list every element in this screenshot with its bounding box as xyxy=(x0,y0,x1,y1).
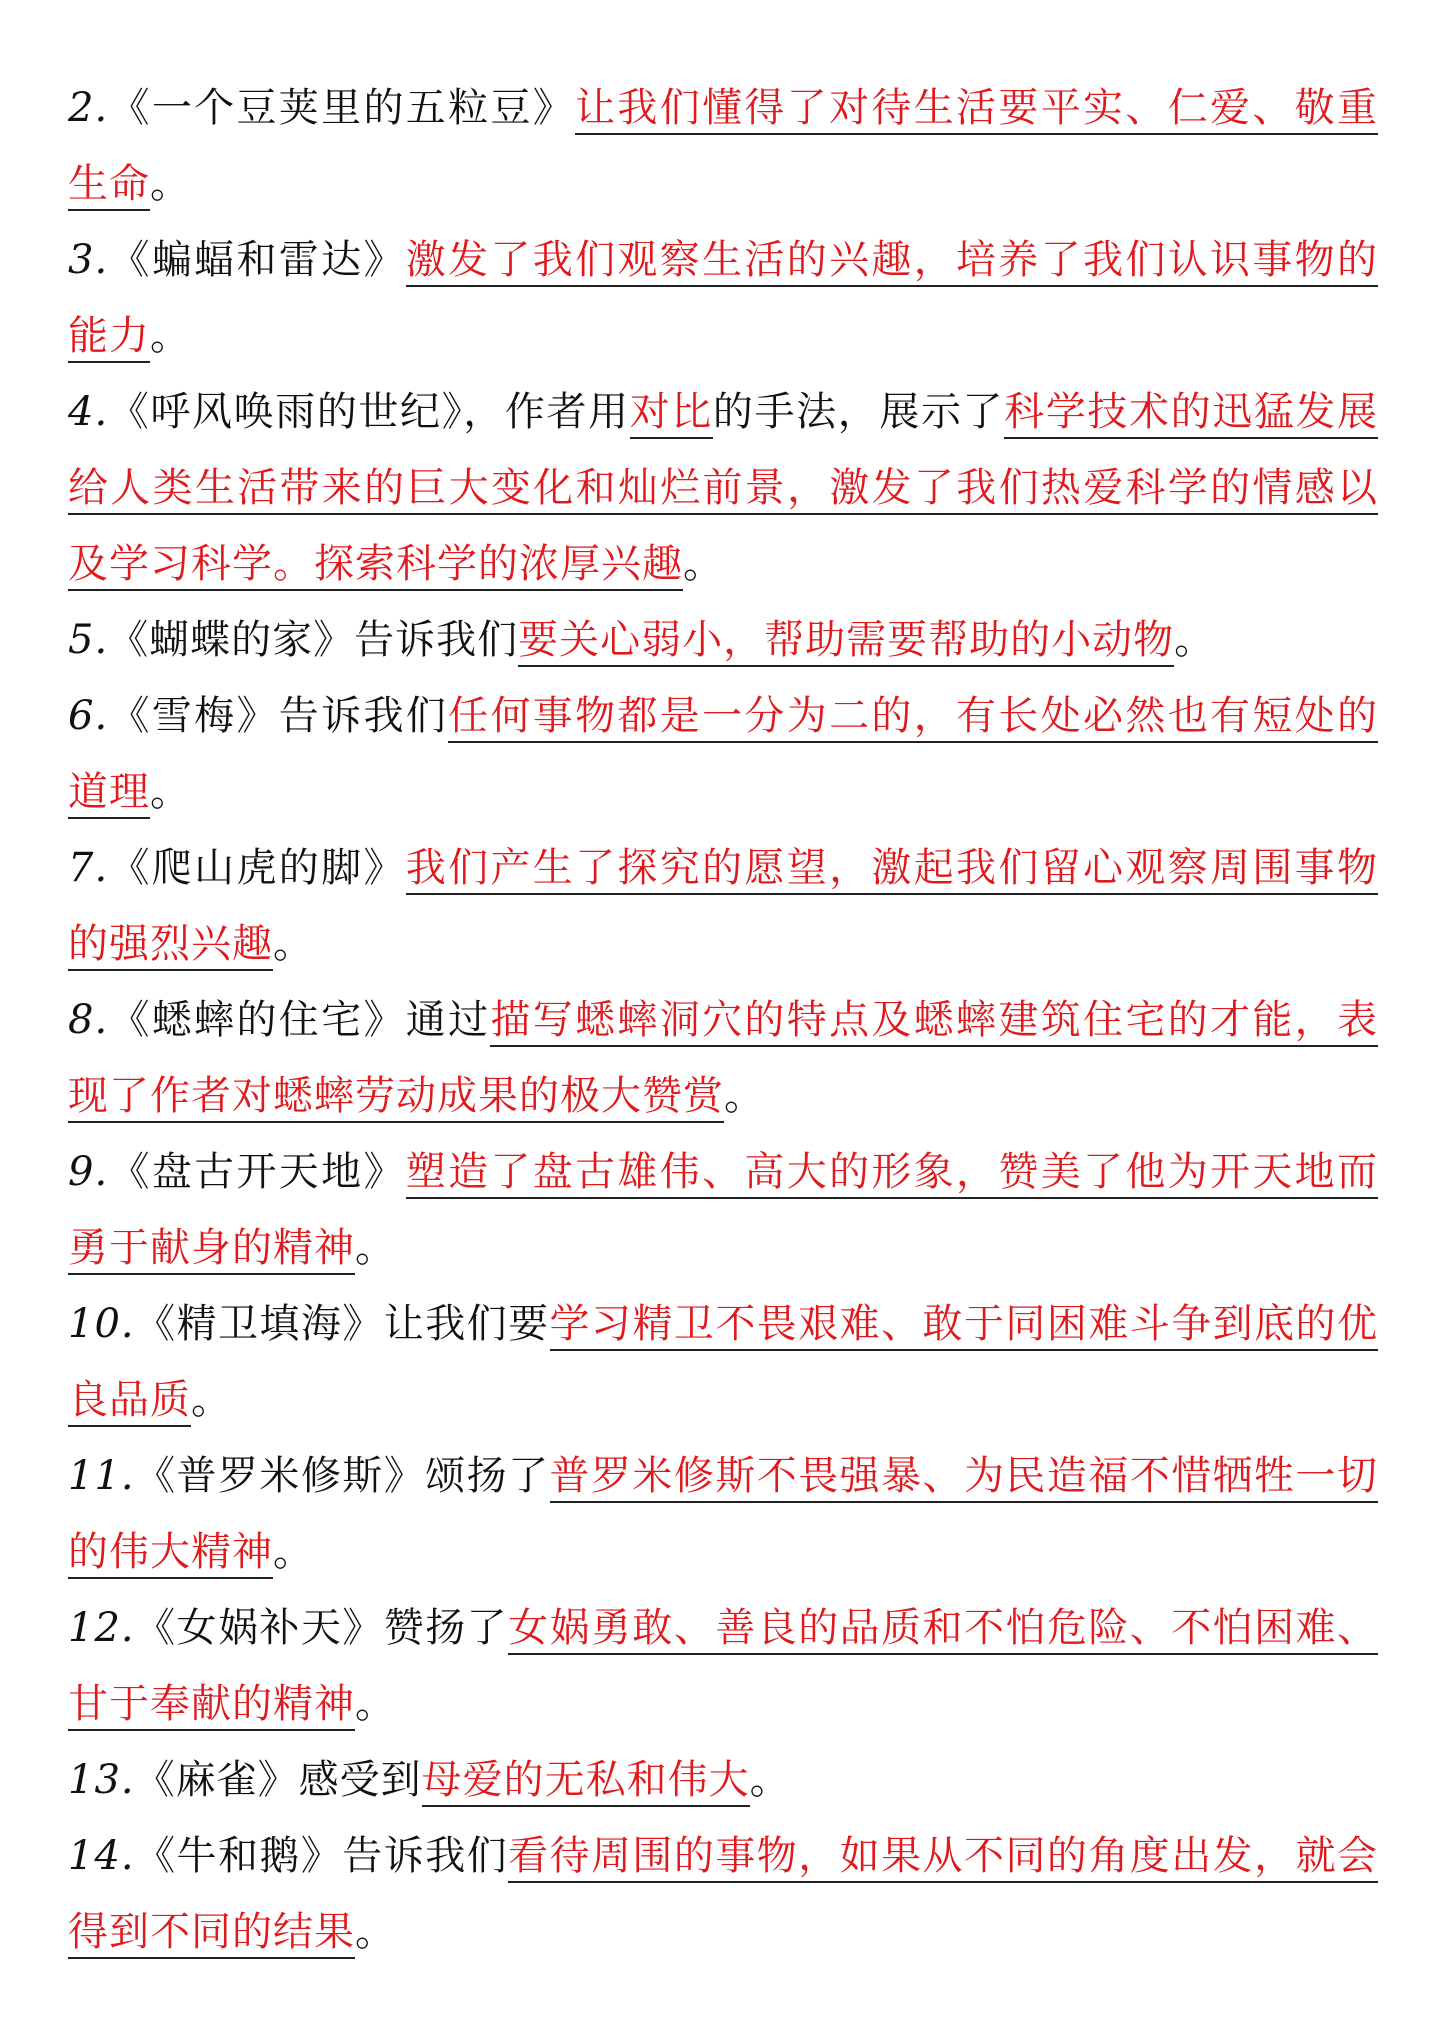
list-item xyxy=(68,70,1378,222)
list-item xyxy=(68,602,1378,678)
prompt-text: 《雪梅》告诉我们 xyxy=(108,693,449,739)
item-number: 10. xyxy=(68,1301,135,1347)
answer-text: 让我们懂得了对待生活要平实、仁爱、敬重生命 xyxy=(68,85,1378,211)
prompt-text: 《爬山虎的脚》 xyxy=(108,845,406,891)
answer-text: 描写蟋蟀洞穴的特点及蟋蟀建筑住宅的才能，表现了作者对蟋蟀劳动成果的极大赞赏 xyxy=(68,997,1378,1123)
prompt-text: 。 xyxy=(355,1909,396,1955)
list-item xyxy=(68,222,1378,374)
answer-text: 激发了我们观察生活的兴趣，培养了我们认识事物的能力 xyxy=(68,237,1378,363)
list-item xyxy=(68,1134,1378,1286)
item-number: 2. xyxy=(68,85,109,131)
answer-text: 母爱的无私和伟大 xyxy=(422,1757,750,1807)
list-item xyxy=(68,982,1378,1134)
prompt-text: 的手法，展示了 xyxy=(712,389,1005,435)
prompt-text: 《普罗米修斯》颂扬了 xyxy=(134,1453,550,1499)
item-number: 4. xyxy=(68,389,109,435)
answer-text: 学习精卫不畏艰难、敢于同困难斗争到底的优良品质 xyxy=(68,1301,1378,1427)
list-item xyxy=(68,830,1378,982)
answer-text: 对比 xyxy=(630,389,713,439)
prompt-text: 。 xyxy=(355,1225,396,1271)
prompt-text: 。 xyxy=(150,161,191,207)
prompt-text: 《女娲补天》赞扬了 xyxy=(134,1605,509,1651)
prompt-text: 。 xyxy=(1174,617,1216,663)
list-item xyxy=(68,1286,1378,1438)
item-number: 6. xyxy=(68,693,109,739)
item-number: 7. xyxy=(68,845,109,891)
item-number: 8. xyxy=(68,997,109,1043)
list-item xyxy=(68,1438,1378,1590)
prompt-text: 。 xyxy=(749,1757,791,1803)
answer-text: 任何事物都是一分为二的，有长处必然也有短处的道理 xyxy=(68,693,1378,819)
prompt-text: 。 xyxy=(273,921,314,967)
prompt-text: 《精卫填海》让我们要 xyxy=(134,1301,550,1347)
prompt-text: 。 xyxy=(683,541,724,587)
answer-text: 普罗米修斯不畏强暴、为民造福不惜牺牲一切的伟大精神 xyxy=(68,1453,1378,1579)
answer-text: 女娲勇敢、善良的品质和不怕危险、不怕困难、甘于奉献的精神 xyxy=(68,1605,1378,1731)
document-page xyxy=(68,70,1378,1970)
prompt-text: 《呼风唤雨的世纪》，作者用 xyxy=(108,389,630,435)
prompt-text: 。 xyxy=(273,1529,314,1575)
answer-text: 要关心弱小，帮助需要帮助的小动物 xyxy=(518,617,1174,667)
item-number: 13. xyxy=(68,1757,135,1803)
prompt-text: 。 xyxy=(191,1377,232,1423)
item-number: 5. xyxy=(68,617,109,663)
prompt-text: 《盘古开天地》 xyxy=(108,1149,406,1195)
prompt-text: 。 xyxy=(150,313,191,359)
list-item xyxy=(68,1818,1378,1970)
item-number: 11. xyxy=(68,1453,135,1499)
prompt-text: 《蝴蝶的家》告诉我们 xyxy=(108,617,519,663)
answer-text: 我们产生了探究的愿望，激起我们留心观察周围事物的强烈兴趣 xyxy=(68,845,1378,971)
prompt-text: 《牛和鹅》告诉我们 xyxy=(134,1833,509,1879)
list-item xyxy=(68,1742,1378,1818)
prompt-text: 。 xyxy=(150,769,191,815)
answer-text: 看待周围的事物，如果从不同的角度出发，就会得到不同的结果 xyxy=(68,1833,1378,1959)
list-item xyxy=(68,1590,1378,1742)
answer-text: 塑造了盘古雄伟、高大的形象，赞美了他为开天地而勇于献身的精神 xyxy=(68,1149,1378,1275)
prompt-text: 《蝙蝠和雷达》 xyxy=(108,237,406,283)
item-number: 12. xyxy=(68,1605,135,1651)
list-item xyxy=(68,374,1378,602)
item-number: 3. xyxy=(68,237,109,283)
prompt-text: 《麻雀》感受到 xyxy=(134,1757,422,1803)
item-number: 14. xyxy=(68,1833,135,1879)
answer-text: 科学技术的迅猛发展给人类生活带来的巨大变化和灿烂前景，激发了我们热爱科学的情感以及学习科学。探索科学的浓厚兴趣 xyxy=(68,389,1378,591)
prompt-text: 。 xyxy=(355,1681,396,1727)
prompt-text: 《蟋蟀的住宅》通过 xyxy=(108,997,491,1043)
item-number: 9. xyxy=(68,1149,109,1195)
list-item xyxy=(68,678,1378,830)
prompt-text: 。 xyxy=(724,1073,765,1119)
prompt-text: 《一个豆荚里的五粒豆》 xyxy=(108,85,576,131)
